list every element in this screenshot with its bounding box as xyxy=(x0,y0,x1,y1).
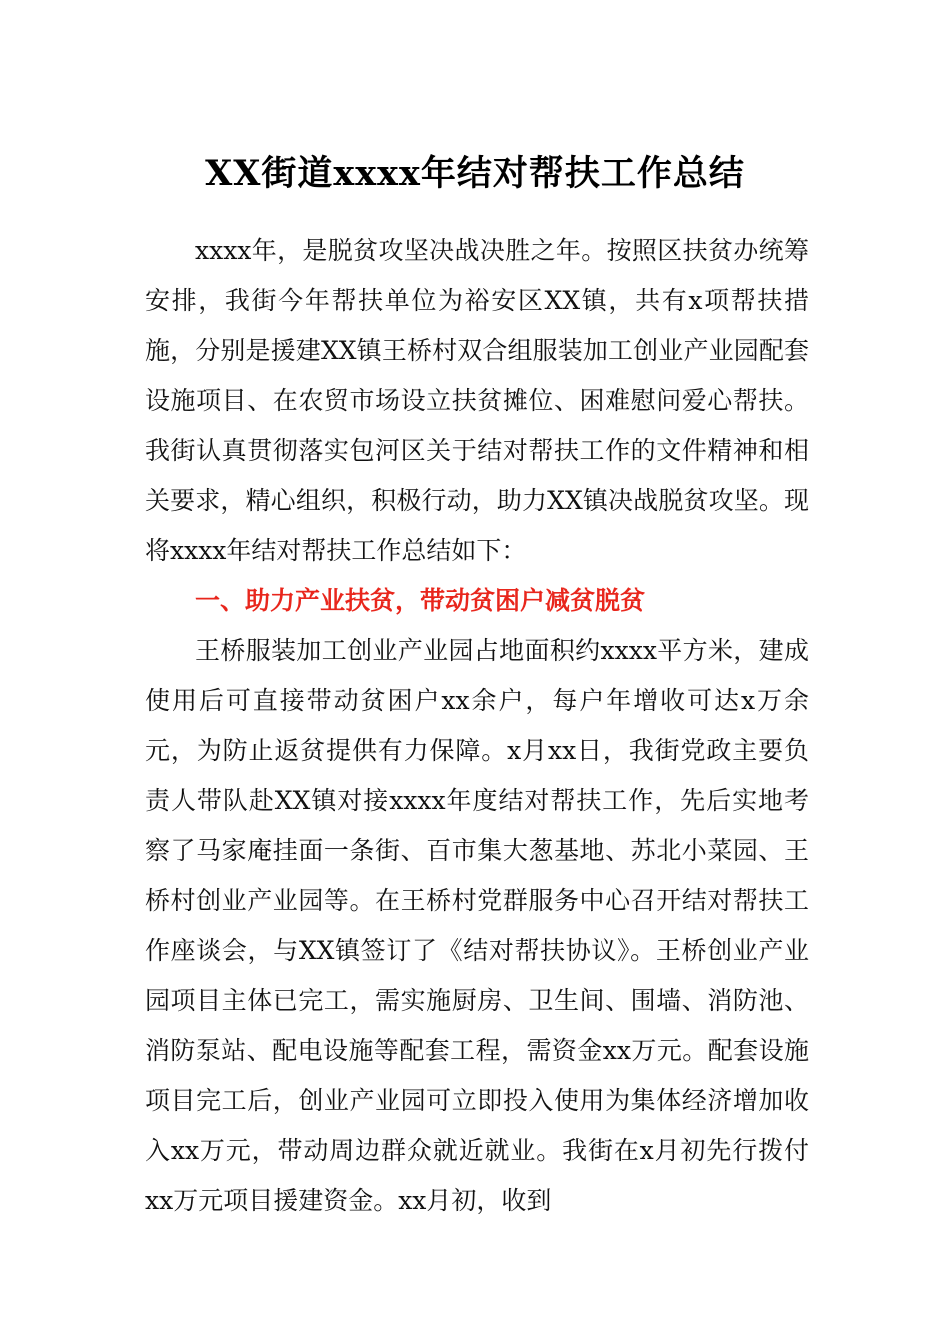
document-title: XX街道xxxx年结对帮扶工作总结 xyxy=(205,153,745,194)
section-heading-1: 一、助力产业扶贫，带动贫困户减贫脱贫 xyxy=(195,586,646,615)
section-1-paragraph: 王桥服装加工创业产业园占地面积约xxxx平方米，建成使用后可直接带动贫困户xx余户，每户年增收可达x万余元，为防止返贫提供有力保障。x月xx日，我街党政主要负责人带队赴XX镇对接xxxx年度结对帮扶工作，先后实地考察了马家庵挂面一条街、百市集大葱基地、苏北小菜园、王桥村创业产业园等。在王桥村党群服务中心召开结对帮扶工作座谈会，与XX镇签订了《结对帮扶协议》。王桥创业产业园项目主体已完工，需实施厨房、卫生间、围墙、消防池、消防泵站、配电设施等配套工程，需资金xx万元。配套设施项目完工后，创业产业园可立即投入使用为集体经济增加收入xx万元，带动周边群众就近就业。我街在x月初先行拨付xx万元项目援建资金。xx月初，收到 xyxy=(145,636,809,1215)
document-body xyxy=(145,226,809,1226)
intro-paragraph: xxxx年，是脱贫攻坚决战决胜之年。按照区扶贫办统筹安排，我街今年帮扶单位为裕安区XX镇，共有x项帮扶措施，分别是援建XX镇王桥村双合组服装加工创业产业园配套设施项目、在农贸市场设立扶贫摊位、困难慰问爱心帮扶。我街认真贯彻落实包河区关于结对帮扶工作的文件精神和相关要求，精心组织，积极行动，助力XX镇决战脱贫攻坚。现将xxxx年结对帮扶工作总结如下： xyxy=(145,236,809,565)
